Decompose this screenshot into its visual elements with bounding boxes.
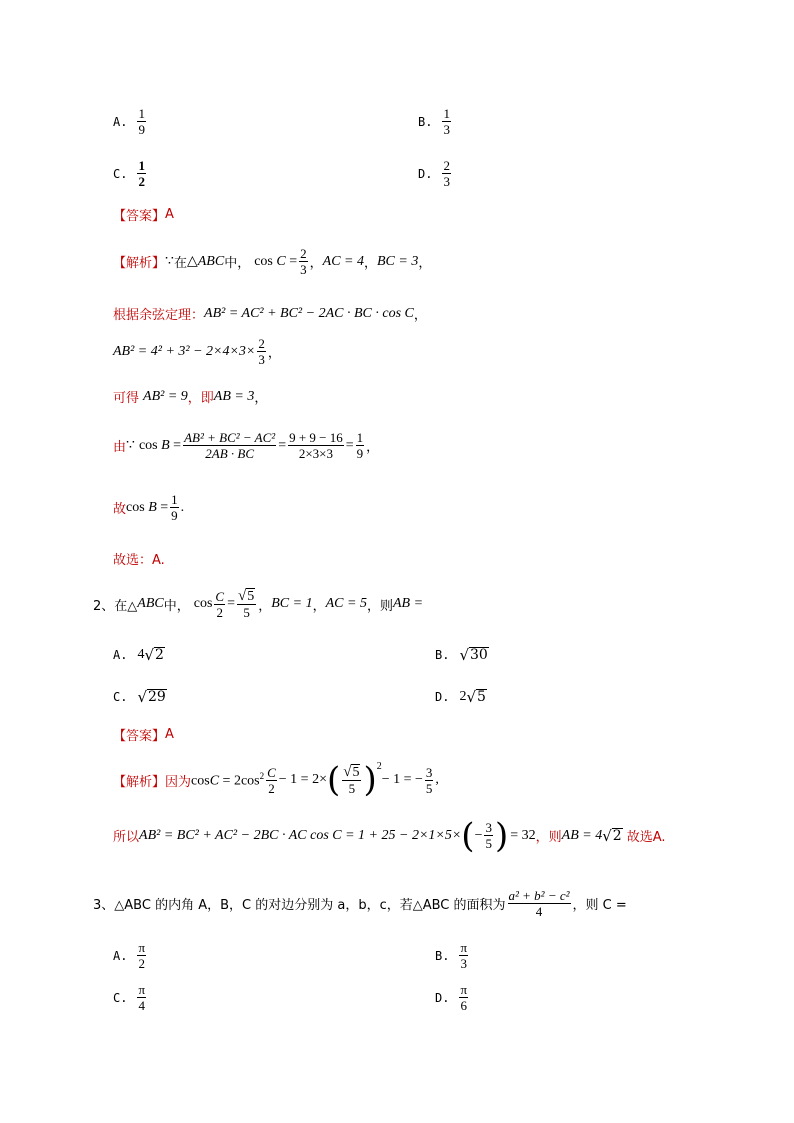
q2-stem: 2、 在△ ABC 中， cos $\frac{C}{2}$ = √ 5 5 ， BC = 1 ， AC = 5 ， 则 AB = — [93, 588, 424, 620]
fraction: $\frac{2}{3}$ — [300, 246, 307, 277]
fraction: $\frac{3}{5}$ — [485, 820, 492, 851]
answer-tag: 【答案】 — [113, 729, 166, 744]
fraction: $\frac{1}{3}$ — [443, 106, 450, 137]
fraction: $\frac{\pi}{3}$ — [460, 940, 468, 971]
answer-tag: 【答案】 — [113, 209, 166, 224]
fraction: $\frac{1}{9}$ — [138, 106, 145, 137]
option-label: A. — [113, 648, 128, 662]
analysis-tag: 【解析】 — [113, 774, 166, 790]
q1-analysis-line1: 【解析】 ∵ 在 △ ABC 中， cos C = $\frac{2}{3}$ ， AC = 4 ， BC = 3 ， — [113, 246, 432, 277]
q1-law-line: 根据余弦定理： AB² = AC² + BC² − 2AC · BC · cos C ， — [113, 305, 427, 323]
question-number: 3、 — [93, 898, 115, 913]
option-label: D. — [435, 990, 450, 1005]
fraction: $\frac{2}{3}$ — [258, 336, 265, 367]
q3-option-b[interactable] — [435, 940, 470, 971]
option-label: A. — [113, 114, 128, 129]
fraction: $\frac{\text{AB² + BC² − AC²}}{2AB \cdot BC}$ — [184, 430, 276, 461]
fraction: √ 5 5 — [343, 764, 360, 796]
q1-option-d[interactable] — [418, 158, 453, 189]
option-label: D. — [418, 166, 433, 181]
fraction: $\frac{1}{9}$ — [356, 430, 364, 461]
q3-option-d[interactable] — [435, 982, 470, 1013]
because-symbol: ∵ — [126, 438, 135, 453]
fraction: $\frac{3}{5}$ — [425, 764, 433, 796]
q2-analysis-line2: 所以 AB² = BC² + AC² − 2BC · AC cos C = 1 + 25 − 2×1×5× ( − $\frac{3}{5}$ ) = 32 ，则 AB = 4 √ 2 故选A. — [113, 815, 666, 856]
q2-answer — [113, 725, 174, 744]
fraction: √ 5 5 — [238, 588, 255, 620]
q1-option-c[interactable] — [113, 158, 148, 189]
fraction: $\frac{9 + 9 - 16}{2\times 3\times 3}$ — [289, 430, 343, 461]
sqrt: √ 5 — [466, 688, 486, 706]
triangle-name: ABC — [197, 253, 225, 269]
q3-option-a[interactable] — [113, 940, 148, 971]
fraction: $\frac{C}{2}$ — [215, 588, 225, 620]
q2-option-a[interactable]: A. 4 √ 2 — [113, 646, 164, 664]
option-label: B. — [435, 648, 450, 662]
triangle-symbol: △ — [186, 254, 198, 269]
q1-get-line: 可得 AB² = 9 ，即 AB = 3 ， — [113, 388, 268, 406]
answer-value: A — [165, 727, 174, 742]
answer-value: A — [165, 207, 174, 222]
q2-option-d[interactable]: D. 2 √ 5 — [435, 688, 486, 706]
q2-option-c[interactable] — [113, 689, 167, 705]
q1-choose-line: 故选：A. — [113, 553, 165, 568]
q1-calc-line: AB² = 4² + 3² − 2×4×3× $\frac{2}{3}$ ， — [113, 336, 281, 367]
option-label: A. — [113, 948, 128, 963]
q3-stem: 3、 △ABC 的内角 A，B，C 的对边分别为 a，b，c，若△ABC 的面积为 $\frac{\text{a² + b² − c²}}{4}$ ，则 C = — [93, 888, 627, 919]
q1-option-a[interactable] — [113, 106, 148, 137]
q1-so-line: 故 cos B = $\frac{1}{9}$ . — [113, 492, 185, 523]
option-label: C. — [113, 166, 128, 181]
sqrt: √ 29 — [137, 688, 166, 706]
q1-answer — [113, 205, 174, 224]
q1-option-b[interactable] — [418, 106, 453, 137]
sqrt: √ 30 — [459, 646, 488, 664]
sqrt: √ 5 — [238, 588, 255, 604]
analysis-tag: 【解析】 — [113, 256, 166, 271]
q3-option-c[interactable] — [113, 982, 148, 1013]
q2-analysis-line1: 【解析】 因为 $\cos C = 2\cos^2$ $\frac{C}{2}$ − 1 = 2× ( √ 5 5 ) 2 − 1 = − $\frac{3}{5}$ , — [113, 760, 439, 800]
q2-option-b[interactable] — [435, 647, 489, 663]
fraction: $\frac{\pi}{6}$ — [460, 982, 468, 1013]
option-label: B. — [435, 948, 450, 963]
q1-cosb-line: 由 ∵ cos B = $\frac{\text{AB² + BC² − AC²}}{2AB \cdot BC}$ = $\frac{9 + 9 - 16}{2\times 3\times 3}$ = $\frac{1}{9}$ ， — [113, 430, 380, 461]
question-number: 2、 — [93, 598, 115, 614]
fraction: $\frac{\text{a² + b² − c²}}{4}$ — [508, 888, 570, 919]
fraction: $\frac{1}{2}$ — [138, 158, 145, 189]
sqrt: √ 2 — [602, 826, 622, 845]
fraction: $\frac{\pi}{4}$ — [138, 982, 146, 1013]
fraction: $\frac{C}{2}$ — [267, 764, 276, 796]
option-label: C. — [113, 990, 128, 1005]
fraction: $\frac{2}{3}$ — [443, 158, 450, 189]
sqrt: √ 2 — [144, 646, 164, 664]
option-label: C. — [113, 690, 128, 704]
because-symbol: ∵ — [165, 254, 174, 269]
option-label: D. — [435, 690, 450, 704]
fraction: $\frac{1}{9}$ — [171, 492, 178, 523]
option-label: B. — [418, 114, 433, 129]
fraction: $\frac{\pi}{2}$ — [138, 940, 146, 971]
